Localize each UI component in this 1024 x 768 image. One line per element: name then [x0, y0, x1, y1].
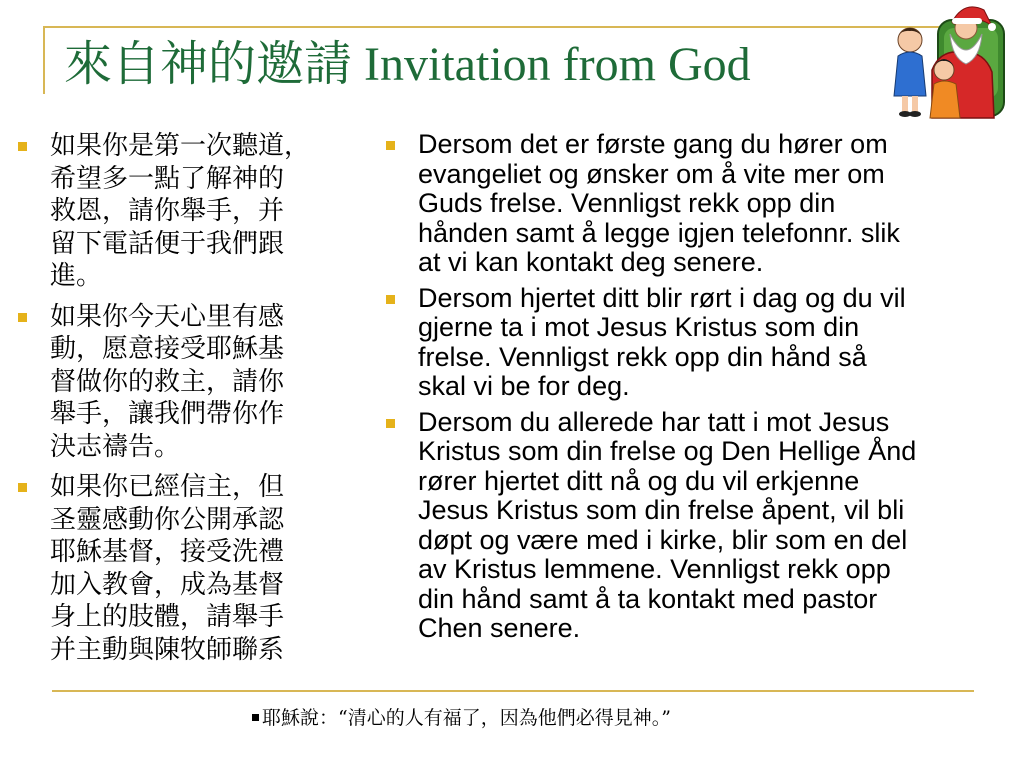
slide-title — [64, 38, 751, 92]
santa-with-children-icon — [880, 0, 1010, 122]
slide-title-english: Invitation from God — [364, 38, 751, 91]
slide-title-chinese: 來自神的邀請 — [64, 36, 353, 92]
chinese-bullet-item: 如果你已經信主，但 圣靈感動你公開承認 耶穌基督，接受洗禮 加入教會，成為基督 身上的肢體，請舉手 并主動與陳牧師聯系 — [16, 471, 368, 666]
norwegian-bullet-list — [384, 130, 1024, 650]
footer-bullet-icon — [252, 714, 259, 721]
chinese-bullet-item: 如果你是第一次聽道， 希望多一點了解神的 救恩，請你舉手，并 留下電話便于我們跟 進。 — [16, 130, 368, 293]
title-frame-top-line — [43, 26, 943, 28]
chinese-bullet-list — [16, 130, 368, 674]
footer-quote — [252, 703, 671, 730]
footer-quote-text: 耶穌說：“清心的人有福了，因為他們必得見神。” — [262, 707, 671, 729]
bottom-divider — [52, 690, 974, 692]
norwegian-bullet-item: Dersom du allerede har tatt i mot Jesus Kristus som din frelse og Den Hellige Ånd rører hjertet ditt nå og du vil erkjenne Jesus Kristus som din frelse åpent, vil bli døpt og være med i kirke, blir som en del av Kristus lemmene. Vennligst rekk opp din hånd samt å ta kontakt med pastor Chen senere. — [384, 408, 1024, 644]
norwegian-bullet-item: Dersom det er første gang du hører om evangeliet og ønsker om å vite mer om Guds frelse. Vennligst rekk opp din hånden samt å legge igjen telefonnr. slik at vi kan kontakt deg senere. — [384, 130, 1024, 278]
chinese-bullet-item: 如果你今天心里有感 動，愿意接受耶穌基 督做你的救主，請你 舉手，讓我們帶你作 決志禱告。 — [16, 301, 368, 464]
title-frame-left-line — [43, 26, 45, 94]
norwegian-bullet-item: Dersom hjertet ditt blir rørt i dag og du vil gjerne ta i mot Jesus Kristus som din frelse. Vennligst rekk opp din hånd så skal vi be for deg. — [384, 284, 1024, 402]
